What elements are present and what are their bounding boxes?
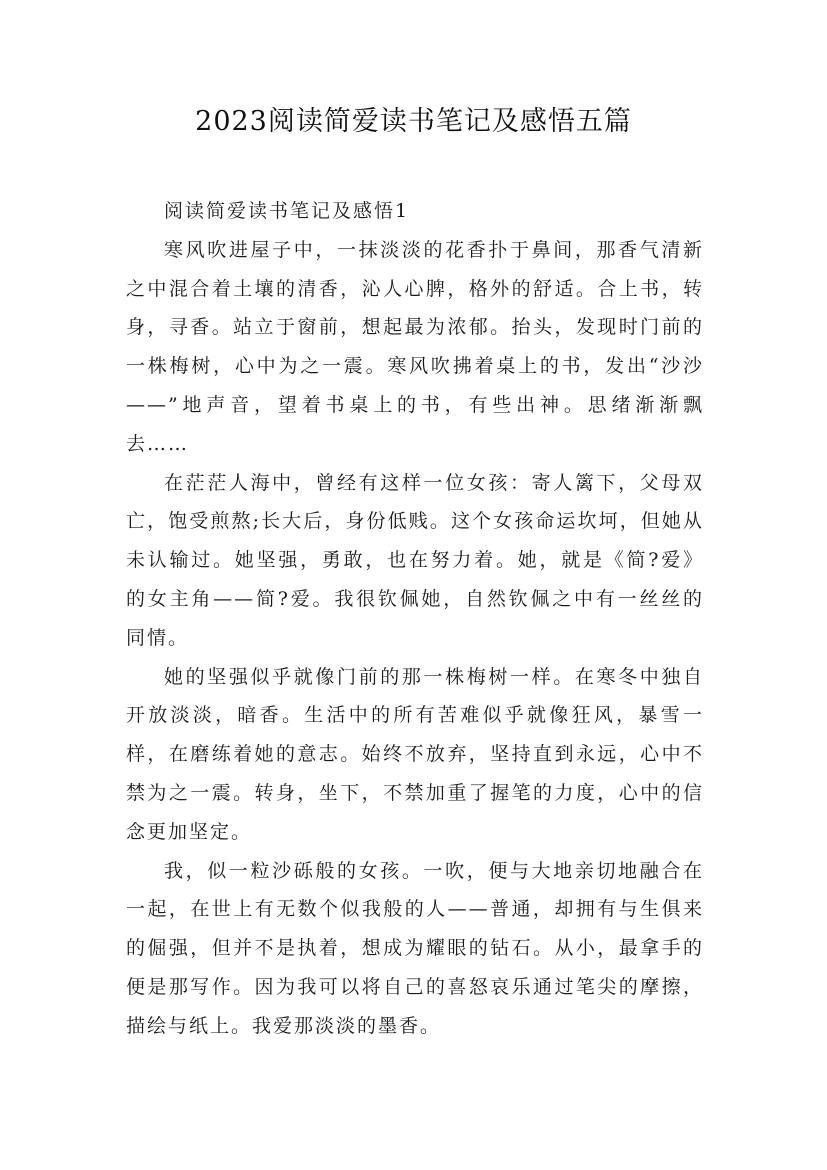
paragraph: 寒风吹进屋子中，一抹淡淡的花香扑于鼻间，那香气清新之中混合着土壤的清香，沁人心脾，格外的舒适。合上书，转身，寻香。站立于窗前，想起最为浓郁。抬头，发现时门前的一株梅树，心中为之一震。寒风吹拂着桌上的书，发出“沙沙——”地声音，望着书桌上的书，有些出神。思绪渐渐飘去……	[126, 238, 704, 455]
document-body	[126, 192, 704, 1046]
section-heading: 阅读简爱读书笔记及感悟1	[164, 200, 410, 222]
document-title: 2023阅读简爱读书笔记及感悟五篇	[195, 106, 632, 137]
paragraph: 在茫茫人海中，曾经有这样一位女孩：寄人篱下，父母双亡，饱受煎熬;长大后，身份低贱。这个女孩命运坎坷，但她从未认输过。她坚强，勇敢，也在努力着。她，就是《简?爱》的女主角——简?爱。我很钦佩她，自然钦佩之中有一丝丝的同情。	[126, 471, 704, 649]
paragraph: 她的坚强似乎就像门前的那一株梅树一样。在寒冬中独自开放淡淡，暗香。生活中的所有苦难似乎就像狂风，暴雪一样，在磨练着她的意志。始终不放弃，坚持直到永远，心中不禁为之一震。转身，坐下，不禁加重了握笔的力度，心中的信念更加坚定。	[126, 665, 704, 843]
paragraph: 我，似一粒沙砾般的女孩。一吹，便与大地亲切地融合在一起，在世上有无数个似我般的人——普通，却拥有与生俱来的倔强，但并不是执着，想成为耀眼的钻石。从小，最拿手的便是那写作。因为我可以将自己的喜怒哀乐通过笔尖的摩擦，描绘与纸上。我爱那淡淡的墨香。	[126, 859, 704, 1037]
